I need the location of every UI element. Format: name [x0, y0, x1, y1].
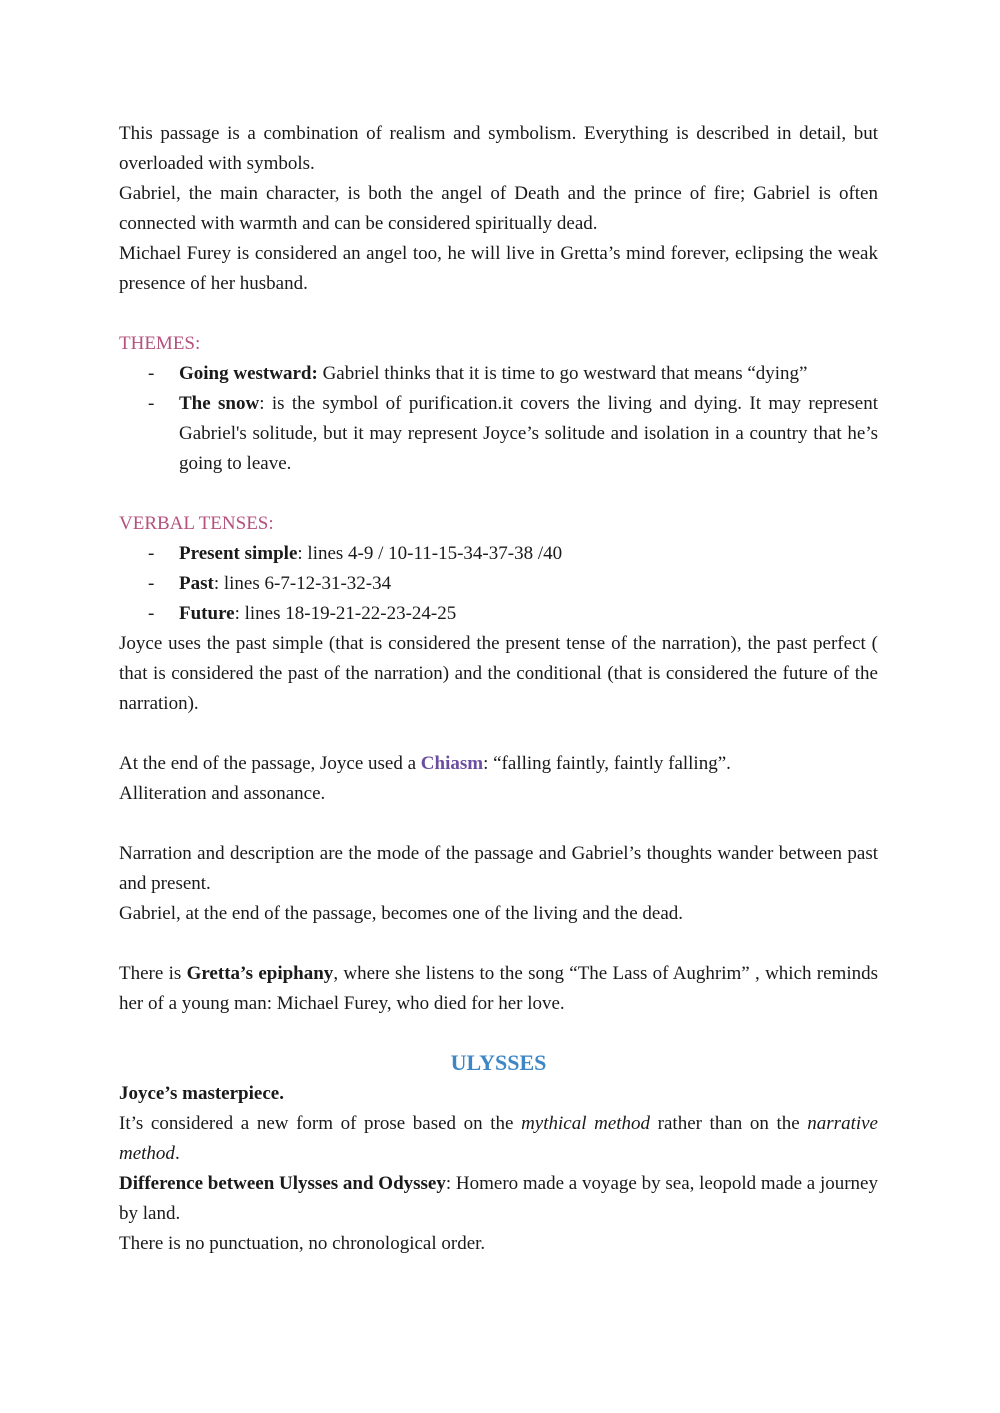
tenses-list: [119, 539, 878, 629]
list-item-term: Present simple: [179, 543, 298, 564]
chiasm-text-after: : “falling faintly, faintly falling”.: [483, 753, 731, 774]
list-item-term: Past: [179, 573, 214, 594]
section-title-ulysses: ULYSSES: [450, 1050, 547, 1075]
list-item-text: Gabriel thinks that it is time to go westward that means “dying”: [317, 363, 808, 384]
list-item: [179, 389, 878, 479]
narration-paragraph-2: Gabriel, at the end of the passage, becomes one of the living and the dead.: [119, 903, 683, 924]
prose-emphasis-narrative: narrative method: [119, 1113, 878, 1164]
list-item-text: : lines 4-9 / 10-11-15-34-37-38 /40: [297, 543, 563, 564]
epiphany-text-before: There is: [119, 963, 187, 984]
list-item: [179, 569, 878, 599]
list-item-term: Going westward:: [179, 363, 318, 384]
list-item-term: The snow: [179, 393, 260, 414]
list-item-text: : is the symbol of purification.it covers the living and dying. It may represent Gabriel's solitude, but it may represent Joyce’s solitude and isolation in a country that he’s going to leave.: [179, 393, 878, 474]
list-item-text: : lines 18-19-21-22-23-24-25: [234, 603, 457, 624]
difference-term: Difference between Ulysses and Odyssey: [119, 1173, 446, 1194]
list-item-text: : lines 6-7-12-31-32-34: [213, 573, 392, 594]
list-item-term: Future: [179, 603, 235, 624]
themes-heading: THEMES:: [119, 333, 201, 354]
prose-emphasis-mythical: mythical method: [521, 1113, 651, 1134]
epiphany-paragraph: [119, 959, 878, 1019]
intro-paragraph-1: This passage is a combination of realism and symbolism. Everything is described in detail, but overloaded with symbols.: [119, 123, 878, 174]
prose-text-middle: rather than on the: [650, 1113, 808, 1134]
document-page: [119, 119, 878, 1259]
chiasm-paragraph: [119, 749, 878, 779]
chiasm-term: Chiasm: [420, 753, 484, 774]
prose-text-before: It’s considered a new form of prose based on the: [119, 1113, 522, 1134]
verbal-tenses-heading: VERBAL TENSES:: [119, 513, 274, 534]
intro-paragraph-3: Michael Furey is considered an angel too, he will live in Gretta’s mind forever, eclipsing the weak presence of her husband.: [119, 243, 878, 294]
list-item: [179, 599, 878, 629]
narration-paragraph-1: Narration and description are the mode of the passage and Gabriel’s thoughts wander between past and present.: [119, 843, 878, 894]
epiphany-term: Gretta’s epiphany: [186, 963, 334, 984]
intro-paragraph-2: Gabriel, the main character, is both the angel of Death and the prince of fire; Gabriel is often connected with warmth and can be considered spiritually dead.: [119, 183, 878, 234]
difference-paragraph: [119, 1169, 878, 1229]
epiphany-text-after: , where she listens to the song “The Lass of Aughrim” , which reminds her of a young man: Michael Furey, who died for her love.: [119, 963, 879, 1014]
chiasm-text-before: At the end of the passage, Joyce used a: [119, 753, 421, 774]
themes-list: [119, 359, 878, 479]
masterpiece-text: Joyce’s masterpiece.: [119, 1083, 284, 1104]
list-item: [179, 539, 878, 569]
prose-paragraph: [119, 1109, 878, 1169]
list-item: [179, 359, 878, 389]
masterpiece-line: [119, 1079, 878, 1109]
tenses-note: Joyce uses the past simple (that is considered the present tense of the narration), the past perfect ( that is considered the past of the narration) and the conditional (that is considered the future of the narration).: [119, 633, 878, 714]
difference-text: : Homero made a voyage by sea, leopold made a journey by land.: [119, 1173, 878, 1224]
prose-text-after: .: [174, 1143, 180, 1164]
alliteration-line: Alliteration and assonance.: [119, 783, 326, 804]
punctuation-line: There is no punctuation, no chronological order.: [119, 1233, 486, 1254]
